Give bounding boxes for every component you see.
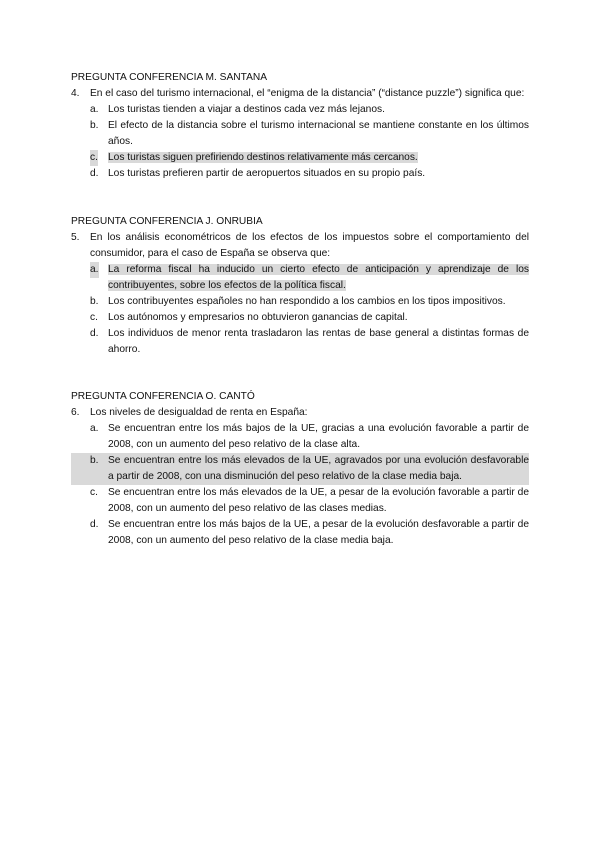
option-letter: b.: [90, 455, 99, 466]
option-letter: d.: [90, 168, 99, 179]
option-text: Los autónomos y empresarios no obtuvieron ganancias de capital.: [108, 312, 408, 323]
section-heading: PREGUNTA CONFERENCIA M. SANTANA: [71, 72, 268, 83]
option-text: La reforma fiscal ha inducido un cierto efecto de anticipación y aprendizaje de los contribuyentes, sobre los efectos de la política fiscal.: [108, 264, 529, 291]
question-text: Los niveles de desigualdad de renta en España:: [90, 407, 308, 418]
answer-option-a-highlighted: [71, 262, 529, 294]
question-6: [71, 405, 529, 421]
option-letter: c.: [90, 150, 98, 166]
option-letter: c.: [90, 312, 98, 323]
question-section-santana: [71, 70, 529, 182]
question-section-onrubia: [71, 214, 529, 358]
option-text: Se encuentran entre los más bajos de la UE, gracias a una evolución favorable a partir de 2008, con un aumento del peso relativo de la clase alta.: [108, 423, 529, 450]
answer-option-d: [71, 517, 529, 549]
question-number: 6.: [71, 407, 80, 418]
option-letter: d.: [90, 519, 99, 530]
answer-option-a: [71, 102, 529, 118]
option-letter: a.: [90, 262, 99, 278]
section-heading: PREGUNTA CONFERENCIA O. CANTÓ: [71, 391, 255, 402]
option-text: Los turistas prefieren partir de aeropuertos situados en su propio país.: [108, 168, 426, 179]
question-section-canto: [71, 389, 529, 549]
section-heading: PREGUNTA CONFERENCIA J. ONRUBIA: [71, 216, 263, 227]
option-text: Se encuentran entre los más elevados de la UE, a pesar de la evolución favorable a partir de 2008, con un aumento del peso relativo de las clases medias.: [108, 487, 529, 514]
answer-option-d: [71, 326, 529, 358]
answer-option-c: [71, 310, 529, 326]
option-text: Se encuentran entre los más elevados de la UE, agravados por una evolución desfavorable a partir de 2008, con una disminución del peso relativo de la clase media baja.: [108, 455, 529, 482]
option-letter: a.: [90, 104, 99, 115]
answer-options: [71, 421, 529, 549]
option-text: Se encuentran entre los más bajos de la UE, a pesar de la evolución desfavorable a partir de 2008, con un aumento del peso relativo de la clase media baja.: [108, 519, 529, 546]
question-number: 4.: [71, 88, 80, 99]
answer-option-a: [71, 421, 529, 453]
option-text: Los contribuyentes españoles no han respondido a los cambios en los tipos impositivos.: [108, 296, 506, 307]
answer-option-c-highlighted: [71, 150, 529, 166]
answer-option-b: [71, 118, 529, 150]
answer-option-c: [71, 485, 529, 517]
answer-options: [71, 102, 529, 182]
question-5: [71, 230, 529, 262]
option-text: Los turistas siguen prefiriendo destinos relativamente más cercanos.: [108, 152, 418, 163]
question-text: En los análisis econométricos de los efectos de los impuestos sobre el comportamiento del consumidor, para el caso de España se observa que:: [90, 232, 529, 259]
option-text: Los turistas tienden a viajar a destinos cada vez más lejanos.: [108, 104, 385, 115]
option-letter: b.: [90, 296, 99, 307]
option-text: El efecto de la distancia sobre el turismo internacional se mantiene constante en los últimos años.: [108, 120, 529, 147]
question-number: 5.: [71, 232, 80, 243]
answer-options: [71, 262, 529, 358]
option-letter: c.: [90, 487, 98, 498]
option-text: Los individuos de menor renta trasladaron las rentas de base general a distintas formas de ahorro.: [108, 328, 529, 355]
question-text: En el caso del turismo internacional, el “enigma de la distancia” (“distance puzzle”) significa que:: [90, 88, 525, 99]
option-letter: a.: [90, 423, 99, 434]
option-letter: b.: [90, 120, 99, 131]
answer-option-d: [71, 166, 529, 182]
answer-option-b: [71, 294, 529, 310]
question-4: [71, 86, 529, 102]
option-letter: d.: [90, 328, 99, 339]
answer-option-b-highlighted: [71, 453, 529, 485]
